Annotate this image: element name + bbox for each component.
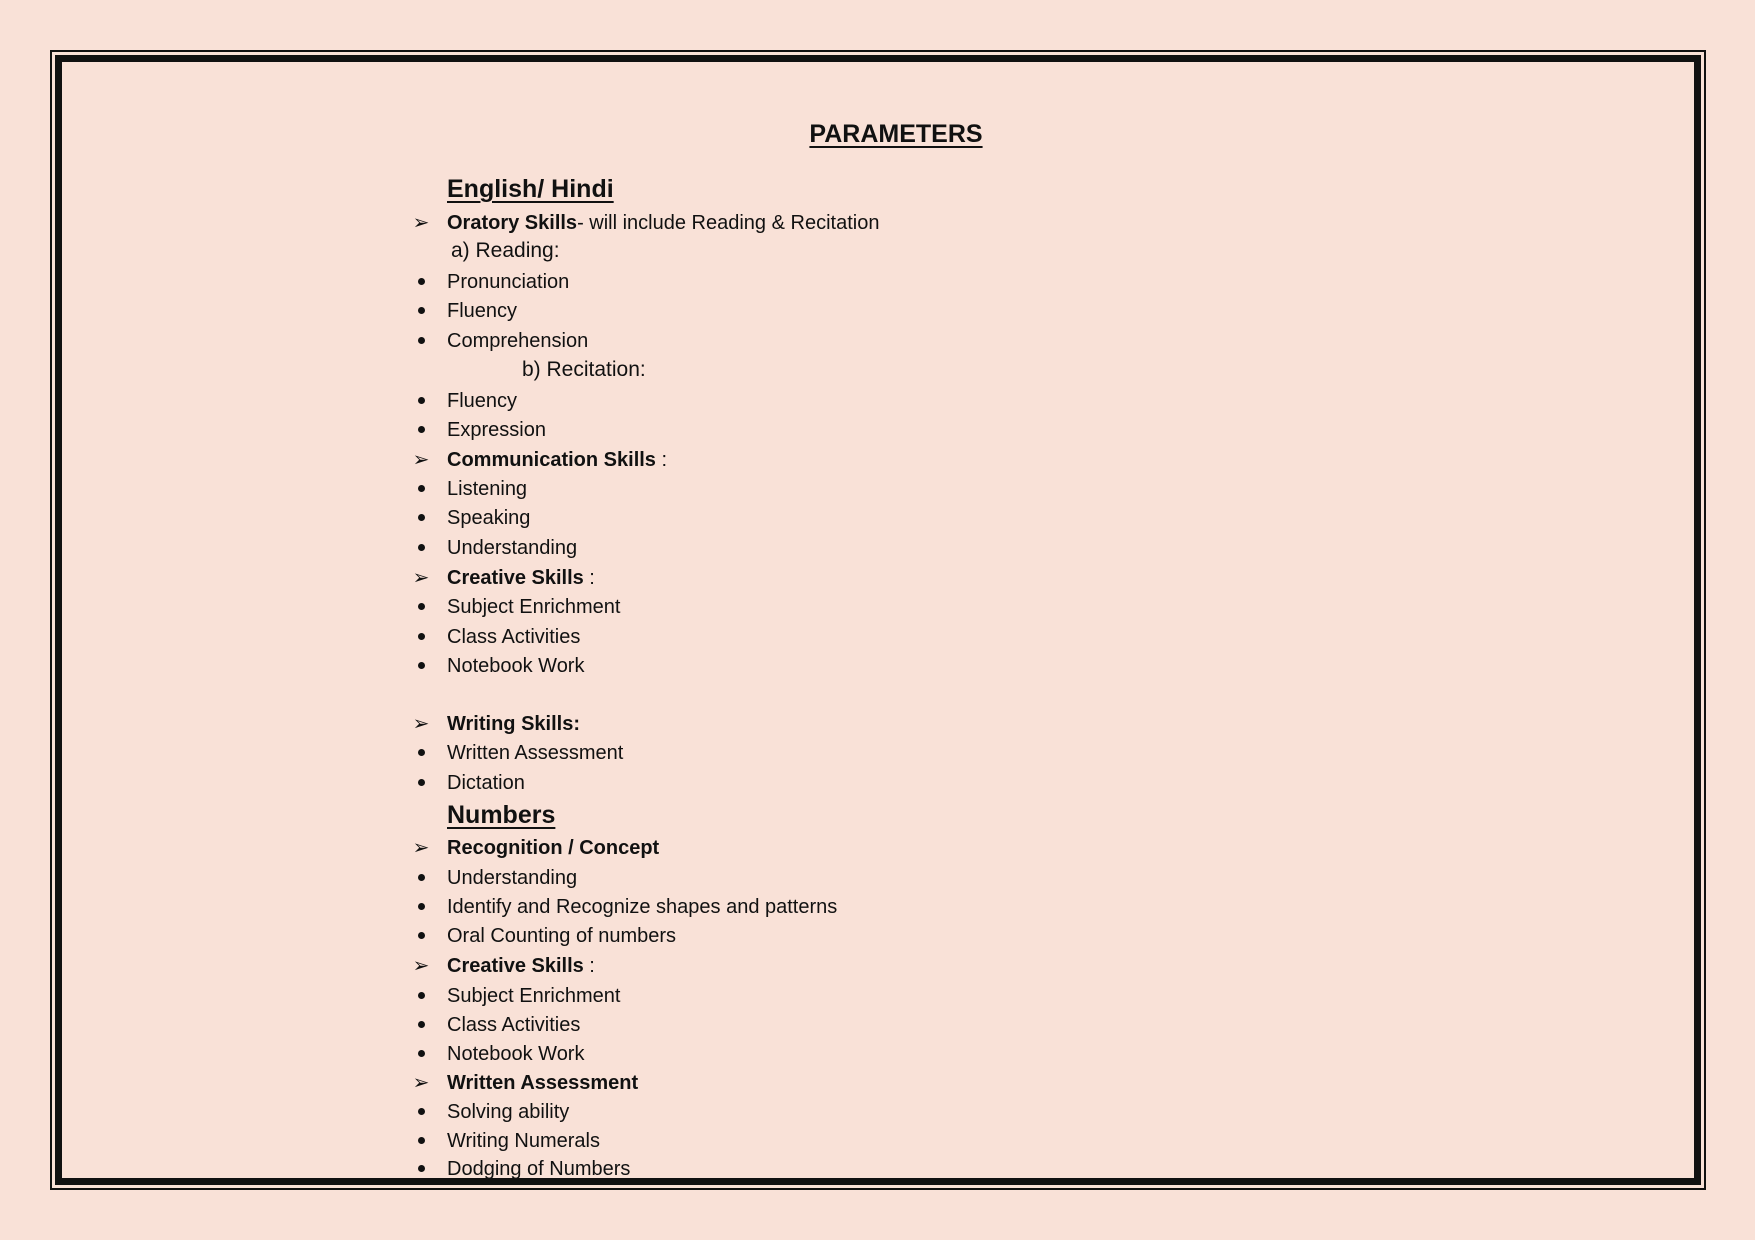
list-item-text: Notebook Work (447, 1043, 585, 1065)
list-item-text: Oral Counting of numbers (447, 925, 677, 947)
bullet-icon (409, 535, 433, 561)
list-item-text: Fluency (447, 300, 518, 322)
creative-label: Creative Skills (447, 955, 584, 977)
arrow-bullet-icon: ➢ (412, 567, 430, 589)
arrow-bullet-icon: ➢ (412, 713, 430, 735)
bullet-icon (409, 328, 433, 354)
bullet-icon (409, 894, 433, 920)
creative-suffix: : (583, 567, 595, 589)
arrow-bullet-icon: ➢ (412, 1072, 430, 1094)
list-item-text: Dictation (447, 772, 525, 794)
list-item-text: Expression (447, 419, 546, 441)
list-item-text: Solving ability (447, 1101, 570, 1123)
bullet-icon (409, 1012, 433, 1038)
bullet-icon (409, 983, 433, 1009)
list-item-text: Speaking (447, 507, 531, 529)
section-heading-english-hindi: English/ Hindi (447, 175, 614, 203)
list-item-text: Class Activities (447, 626, 581, 648)
list-item-text: Listening (447, 478, 528, 500)
creative-suffix: : (583, 955, 595, 977)
list-item-text: Subject Enrichment (447, 985, 621, 1007)
writing-label: Writing Skills: (447, 713, 580, 735)
arrow-bullet-icon: ➢ (412, 212, 430, 234)
arrow-bullet-icon: ➢ (412, 837, 430, 859)
list-item-text: Writing Numerals (447, 1130, 600, 1152)
bullet-icon (409, 865, 433, 891)
bullet-icon (409, 1156, 433, 1180)
bullet-icon (409, 740, 433, 766)
bullet-icon (409, 1041, 433, 1067)
page-border-inner (60, 60, 1696, 1180)
communication-label: Communication Skills (447, 449, 656, 471)
bullet-icon (409, 476, 433, 502)
list-item-text: Notebook Work (447, 655, 585, 677)
recitation-label: b) Recitation: (522, 358, 646, 381)
list-item-text: Dodging of Numbers (447, 1158, 631, 1180)
communication-suffix: : (655, 449, 668, 471)
bullet-icon (409, 298, 433, 324)
creative-label: Creative Skills (447, 567, 584, 589)
bullet-icon (409, 653, 433, 679)
list-item-text: Class Activities (447, 1014, 581, 1036)
list-item-text: Fluency (447, 390, 518, 412)
reading-label: a) Reading: (451, 239, 560, 262)
arrow-bullet-icon: ➢ (412, 955, 430, 977)
page-title: PARAMETERS (809, 120, 983, 148)
bullet-icon (409, 417, 433, 443)
bullet-icon (409, 594, 433, 620)
list-item-text: Understanding (447, 537, 578, 559)
list-item-text: Comprehension (447, 330, 589, 352)
bullet-icon (409, 1128, 433, 1154)
oratory-suffix: - will include Reading & Recitation (577, 212, 880, 234)
list-item-text: Pronunciation (447, 271, 570, 293)
bullet-icon (409, 770, 433, 796)
document-body (62, 62, 1694, 1178)
arrow-bullet-icon: ➢ (412, 449, 430, 471)
bullet-icon (409, 923, 433, 949)
list-item-text: Understanding (447, 867, 578, 889)
list-item-text: Identify and Recognize shapes and patterns (447, 896, 838, 918)
section-heading-numbers: Numbers (447, 801, 556, 829)
bullet-icon (409, 1099, 433, 1125)
bullet-icon (409, 269, 433, 295)
recognition-label: Recognition / Concept (447, 837, 660, 859)
written-assessment-label: Written Assessment (447, 1072, 639, 1094)
list-item-text: Written Assessment (447, 742, 624, 764)
oratory-label: Oratory Skills (447, 212, 578, 234)
bullet-icon (409, 388, 433, 414)
list-item-text: Subject Enrichment (447, 596, 621, 618)
bullet-icon (409, 505, 433, 531)
bullet-icon (409, 624, 433, 650)
